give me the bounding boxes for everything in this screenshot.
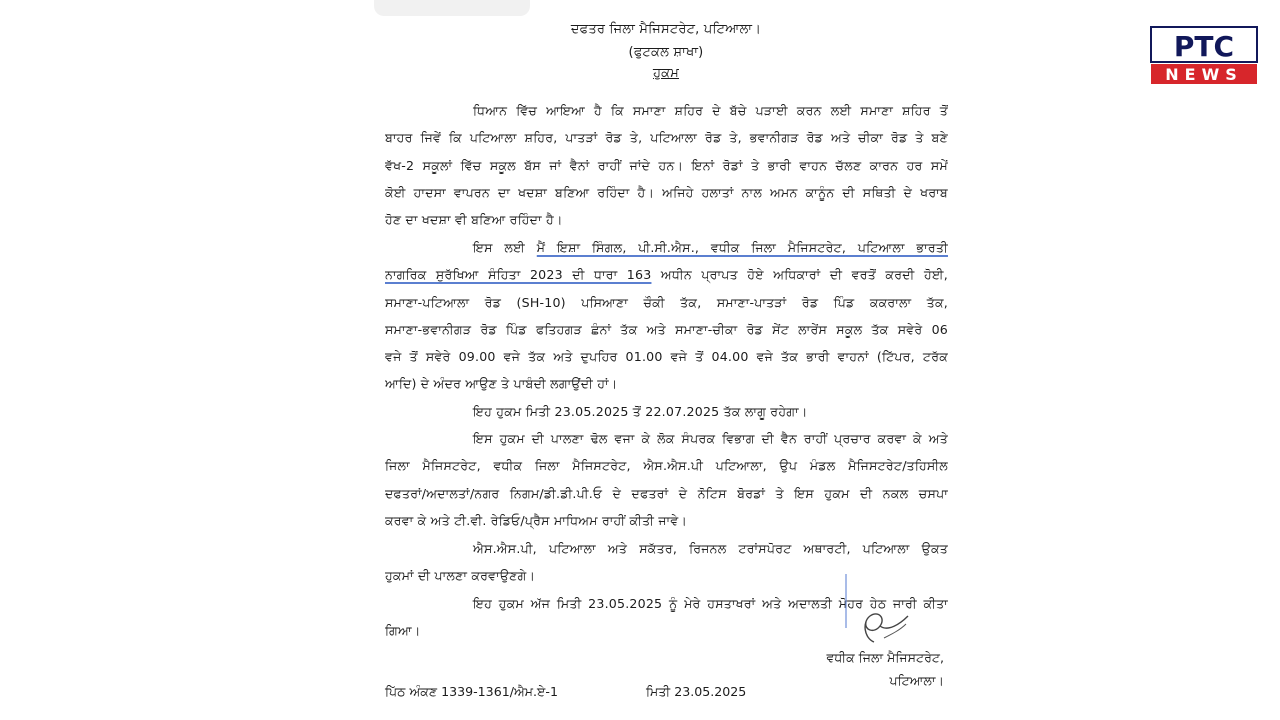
paragraph-line: ਜਿਲਾ ਮੈਜਿਸਟਰੇਟ, ਵਧੀਕ ਜਿਲਾ ਮੈਜਿਸਟਰੇਟ, ਐਸ.ਐਸ.ਪੀ ਪਟਿਆਲਾ, ਉਪ ਮੰਡਲ ਮੈਜਿਸਟਰੇਟ/ਤਹਿਸੀਲ [385, 458, 948, 474]
branch-heading: (ਫੁਟਕਲ ਸ਼ਾਖਾ) [628, 45, 704, 60]
paragraph-line: ਗਿਆ। [385, 623, 421, 639]
paragraph-line: ਵਜੇ ਤੋਂ ਸਵੇਰੇ 09.00 ਵਜੇ ਤੱਕ ਅਤੇ ਦੁਪਹਿਰ 01.00 ਵਜੇ ਤੋਂ 04.00 ਵਜੇ ਤੱਕ ਭਾਰੀ ਵਾਹਨਾਂ (ਟਿੱਪਰ, ਟਰੱਕ [385, 349, 948, 365]
highlighted-section: ਨਾਗਰਿਕ ਸੁਰੱਖਿਆ ਸੰਹਿਤਾ 2023 ਦੀ ਧਾਰਾ 163 [385, 267, 652, 283]
paragraph-line: ਕੋਈ ਹਾਦਸਾ ਵਾਪਰਨ ਦਾ ਖਦਸ਼ਾ ਬਣਿਆ ਰਹਿੰਦਾ ਹੈ। ਅਜਿਹੇ ਹਲਾਤਾਂ ਨਾਲ ਅਮਨ ਕਾਨੂੰਨ ਦੀ ਸਥਿਤੀ ਦੇ ਖਰਾਬ [385, 184, 948, 200]
signature-scribble-icon [834, 572, 914, 648]
paragraph-line: ਬਾਹਰ ਜਿਵੇਂ ਕਿ ਪਟਿਆਲਾ ਸ਼ਹਿਰ, ਪਾਤੜਾਂ ਰੋਡ ਤੇ, ਪਟਿਆਲਾ ਰੋਡ ਤੇ, ਭਵਾਨੀਗੜ ਰੋਡ ਅਤੇ ਚੀਕਾ ਰੋਡ ਤੇ ਬਣੇ [385, 130, 948, 146]
paragraph-line: ਇਸ ਹੁਕਮ ਦੀ ਪਾਲਣਾ ਢੋਲ ਵਜਾ ਕੇ ਲੋਕ ਸੰਪਰਕ ਵਿਭਾਗ ਦੀ ਵੈਨ ਰਾਹੀਂ ਪ੍ਰਚਾਰ ਕਰਵਾ ਕੇ ਅਤੇ [473, 431, 948, 446]
highlighted-authority: ਮੈਂ ਇਸ਼ਾ ਸਿੰਗਲ, ਪੀ.ਸੀ.ਐਸ., ਵਧੀਕ ਜਿਲਾ ਮੈਜਿਸਟਰੇਟ, ਪਟਿਆਲਾ ਭਾਰਤੀ [536, 240, 948, 255]
paragraph-text: ਇਸ ਲਈ [473, 240, 526, 255]
paragraph-1 [385, 97, 948, 233]
paragraph-line: ਹੋਣ ਦਾ ਖਦਸ਼ਾ ਵੀ ਬਣਿਆ ਰਹਿੰਦਾ ਹੈ। [385, 212, 563, 228]
paragraph-4 [385, 425, 948, 534]
paragraph-line: ਇਹ ਹੁਕਮ ਅੱਜ ਮਿਤੀ 23.05.2025 ਨੂੰ ਮੇਰੇ ਹਸਤਾਖਰਾਂ ਅਤੇ ਅਦਾਲਤੀ ਮੋਹਰ ਹੇਠ ਜਾਰੀ ਕੀਤਾ [473, 596, 948, 611]
paragraph-line: ਹੁਕਮਾਂ ਦੀ ਪਾਲਣਾ ਕਰਵਾਉਣਗੇ। [385, 568, 536, 584]
paragraph-line: ਕਰਵਾ ਕੇ ਅਤੇ ਟੀ.ਵੀ. ਰੇਡਿਓ/ਪ੍ਰੈਸ ਮਾਧਿਅਮ ਰਾਹੀਂ ਕੀਤੀ ਜਾਵੇ। [385, 512, 688, 528]
signatory-block [826, 646, 944, 692]
endorsement-number: ਪਿੱਠ ਅੰਕਣ 1339-1361/ਐਮ.ਏ-1 [385, 684, 558, 699]
logo-text-news: NEWS [1165, 65, 1243, 84]
paragraph-line: ਦਫਤਰਾਂ/ਅਦਾਲਤਾਂ/ਨਗਰ ਨਿਗਮ/ਡੀ.ਡੀ.ਪੀ.ਓ ਦੇ ਦਫਤਰਾਂ ਦੇ ਨੋਟਿਸ ਬੋਰਡਾਂ ਤੇ ਇਸ ਹੁਕਮ ਦੀ ਨਕਲ ਚਸਪਾ [385, 485, 948, 501]
top-edge-shadow [374, 0, 530, 16]
paragraph-line: ਇਹ ਹੁਕਮ ਮਿਤੀ 23.05.2025 ਤੋਂ 22.07.2025 ਤੱਕ ਲਾਗੂ ਰਹੇਗਾ। [473, 404, 808, 419]
paragraph-3 [385, 398, 948, 425]
signatory-designation: ਵਧੀਕ ਜਿਲਾ ਮੈਜਿਸਟਰੇਟ, [826, 650, 944, 665]
paragraph-2 [385, 234, 948, 398]
paragraph-line [385, 234, 948, 261]
paragraph-line: ਸਮਾਣਾ-ਭਵਾਨੀਗੜ ਰੋਡ ਪਿੰਡ ਫਤਿਹਗੜ ਛੰਨਾਂ ਤੱਕ ਅਤੇ ਸਮਾਣਾ-ਚੀਕਾ ਰੋਡ ਸੇਂਟ ਲਾਰੇਂਸ ਸਕੂਲ ਤੱਕ ਸਵੇਰੇ 06 [385, 321, 948, 337]
paragraph-line: ਵੱਖ-2 ਸਕੂਲਾਂ ਵਿੱਚ ਸਕੂਲ ਬੱਸ ਜਾਂ ਵੈਨਾਂ ਰਾਹੀਂ ਜਾਂਦੇ ਹਨ। ਇਨਾਂ ਰੋਡਾਂ ਤੇ ਭਾਰੀ ਵਾਹਨ ਚੱਲਣ ਕਾਰਨ ਹਰ ਸਮੇਂ [385, 157, 948, 173]
footer-date: ਮਿਤੀ 23.05.2025 [646, 684, 747, 699]
paragraph-line: ਆਦਿ) ਦੇ ਅੰਦਰ ਆਉਣ ਤੇ ਪਾਬੰਦੀ ਲਗਾਉਂਦੀ ਹਾਂ। [385, 376, 618, 392]
paragraph-line: ਐਸ.ਐਸ.ਪੀ, ਪਟਿਆਲਾ ਅਤੇ ਸਕੱਤਰ, ਰਿਜਨਲ ਟਰਾਂਸਪੋਰਟ ਅਥਾਰਟੀ, ਪਟਿਆਲਾ ਉਕਤ [473, 541, 948, 556]
office-heading: ਦਫਤਰ ਜਿਲਾ ਮੈਜਿਸਟਰੇਟ, ਪਟਿਆਲਾ। [570, 22, 762, 37]
order-title: ਹੁਕਮ [652, 66, 679, 81]
paragraph-line [385, 261, 948, 288]
document-page [372, 0, 960, 720]
logo-text-ptc: PTC [1173, 30, 1235, 63]
paragraph-line: ਸਮਾਣਾ-ਪਟਿਆਲਾ ਰੋਡ (SH-10) ਪਸਿਆਣਾ ਚੌਕੀ ਤੱਕ, ਸਮਾਣਾ-ਪਾਤੜਾਂ ਰੋਡ ਪਿੰਡ ਕਕਰਾਲਾ ਤੱਕ, [385, 294, 948, 310]
ptc-news-logo-icon [1150, 26, 1258, 86]
order-title-wrap [372, 66, 960, 81]
signatory-place: ਪਟਿਆਲਾ। [889, 673, 944, 688]
paragraph-text: ਅਧੀਨ ਪ੍ਰਾਪਤ ਹੋਏ ਅਧਿਕਾਰਾਂ ਦੀ ਵਰਤੋਂ ਕਰਦੀ ਹੋਈ, [660, 267, 948, 283]
paragraph-line: ਧਿਆਨ ਵਿੱਚ ਆਇਆ ਹੈ ਕਿ ਸਮਾਣਾ ਸ਼ਹਿਰ ਦੇ ਬੱਚੇ ਪੜਾਈ ਕਰਨ ਲਈ ਸਮਾਣਾ ਸ਼ਹਿਰ ਤੋਂ [473, 103, 948, 118]
